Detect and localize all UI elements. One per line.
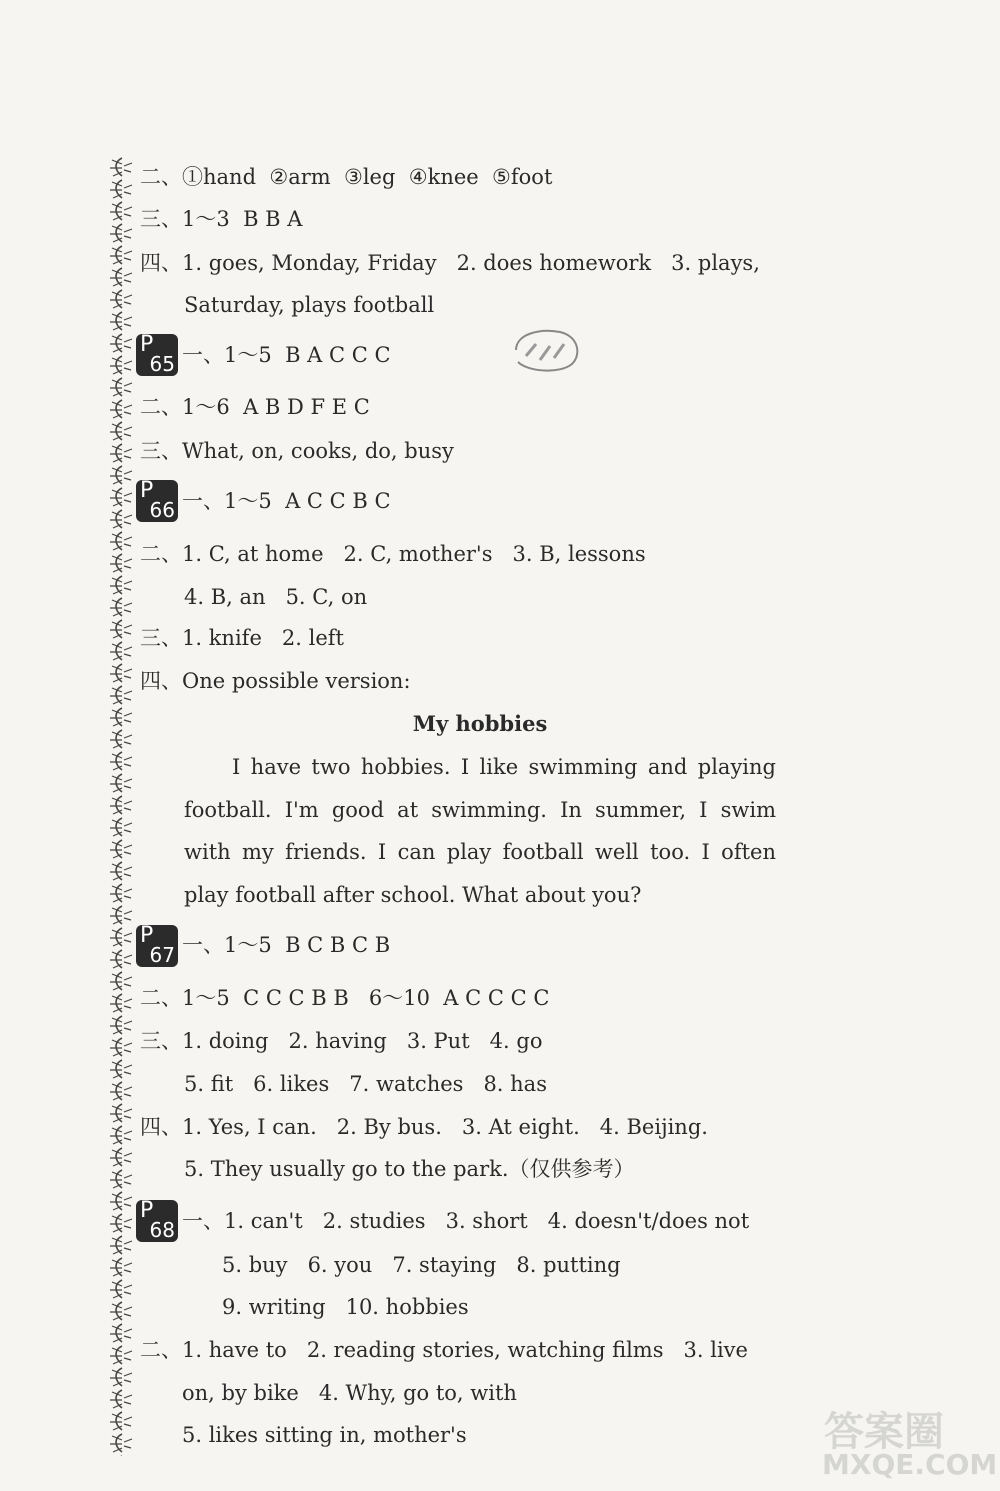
page-badge-68: [136, 1200, 178, 1242]
badge-number: 67: [149, 943, 175, 967]
answer-line: 二、1. have to 2. reading stories, watching films 3. live: [140, 1338, 748, 1362]
answer-line: 9. writing 10. hobbies: [222, 1295, 469, 1319]
answer-line: 一、1. can't 2. studies 3. short 4. doesn't/does not: [182, 1209, 750, 1233]
answer-line: 一、1～5 B A C C C: [182, 343, 391, 367]
decorative-border-icon: [104, 156, 140, 1456]
answer-line: 四、1. goes, Monday, Friday 2. does homework 3. plays,: [140, 251, 760, 275]
answer-line: 二、①hand ②arm ③leg ④knee ⑤foot: [140, 165, 553, 189]
answer-line: 5. buy 6. you 7. staying 8. putting: [222, 1253, 621, 1277]
answer-line: 一、1～5 B C B C B: [182, 933, 391, 957]
page-badge-65: [136, 334, 178, 376]
stamp-mark-icon: [510, 326, 584, 374]
badge-letter: P: [140, 332, 154, 357]
badge-number: 68: [149, 1218, 175, 1242]
answer-line: 4. B, an 5. C, on: [184, 585, 368, 609]
badge-letter: P: [140, 1198, 154, 1223]
page-badge-66: [136, 480, 178, 522]
badge-number: 65: [149, 352, 175, 376]
badge-letter: P: [140, 923, 154, 948]
answer-line: 二、1～6 A B D F E C: [140, 395, 370, 419]
answer-line: 5. fit 6. likes 7. watches 8. has: [184, 1072, 547, 1096]
answer-line: 四、1. Yes, I can. 2. By bus. 3. At eight. 4. Beijing.: [140, 1115, 708, 1139]
answer-line: 二、1. C, at home 2. C, mother's 3. B, lessons: [140, 542, 646, 566]
essay-body: I have two hobbies. I like swimming and playing football. I'm good at swimming. In summer, I swim with my friends. I can play football well too. I often play football after school. What about you?: [184, 755, 776, 907]
answer-line: 5. They usually go to the park.（仅供参考）: [184, 1157, 635, 1181]
badge-letter: P: [140, 478, 154, 503]
answer-line: 三、1～3 B B A: [140, 207, 303, 231]
answer-line: 二、1～5 C C C B B 6～10 A C C C C: [140, 986, 550, 1010]
watermark-line1: 答案圈: [824, 1408, 944, 1455]
answer-line: 三、What, on, cooks, do, busy: [140, 439, 454, 463]
answer-line: 三、1. doing 2. having 3. Put 4. go: [140, 1029, 543, 1053]
watermark-logo: [820, 1400, 998, 1482]
answer-line: 5. likes sitting in, mother's: [182, 1423, 467, 1447]
badge-number: 66: [149, 498, 175, 522]
answer-line: 四、One possible version:: [140, 669, 411, 693]
answer-line: 一、1～5 A C C B C: [182, 489, 391, 513]
answer-line: on, by bike 4. Why, go to, with: [182, 1381, 517, 1405]
watermark-line2: MXQE.COM: [822, 1448, 998, 1481]
page-badge-67: [136, 925, 178, 967]
answer-line: 三、1. knife 2. left: [140, 626, 344, 650]
essay-title: My hobbies: [412, 711, 548, 736]
answer-line: Saturday, plays football: [184, 293, 435, 317]
